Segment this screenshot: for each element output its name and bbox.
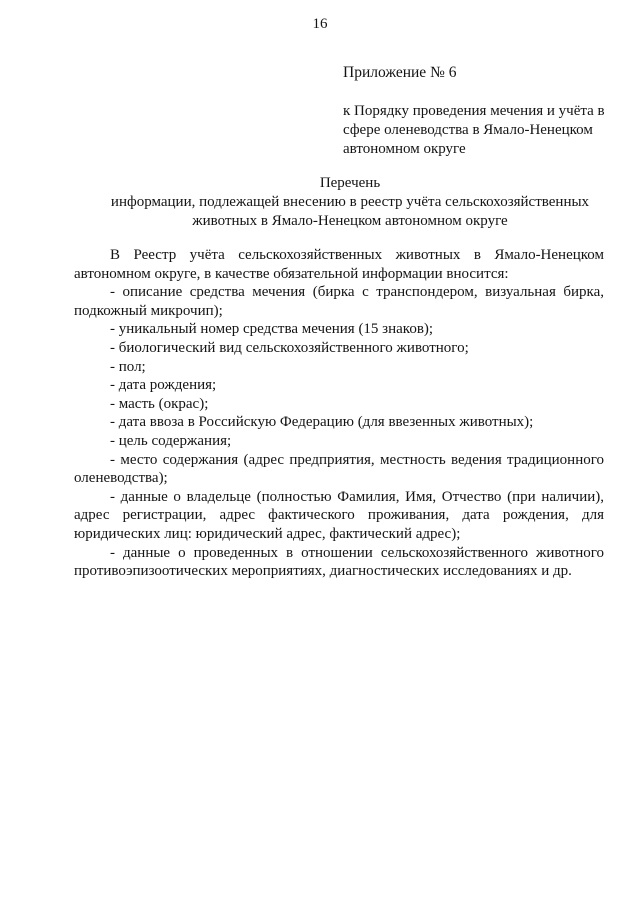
appendix-description-line: к Порядку проведения мечения и учёта в	[343, 103, 605, 119]
list-item: - дата ввоза в Российскую Федерацию (для ввезенных животных);	[110, 414, 534, 431]
list-item: - уникальный номер средства мечения (15 знаков);	[110, 321, 434, 338]
list-item: - данные о владельце (полностью Фамилия, Имя, Отчество (при наличии), адрес регистрации, адрес фактического проживания, дата рождения, для юридических лиц: юридический адрес, фактический адрес);	[74, 488, 604, 542]
intro-paragraph: В Реестр учёта сельскохозяйственных животных в Ямало-Ненецком автономном округе, в качестве обязательной информации вносится:	[74, 247, 604, 282]
page-number: 16	[312, 16, 328, 32]
appendix-title: Приложение № 6	[343, 64, 457, 81]
list-item: - место содержания (адрес предприятия, местность ведения традиционного оленеводства);	[74, 451, 604, 487]
heading-subtitle-line: информации, подлежащей внесению в реестр учёта сельскохозяйственных	[110, 194, 590, 210]
document-body	[74, 246, 604, 581]
appendix-description-line: автономном округе	[343, 141, 466, 157]
list-item: - цель содержания;	[110, 432, 232, 449]
list-item: - биологический вид сельскохозяйственного животного;	[110, 339, 469, 356]
heading-title: Перечень	[319, 175, 381, 191]
list-heading	[60, 174, 640, 231]
list-item: - данные о проведенных в отношении сельскохозяйственного животного противоэпизоотических мероприятиях, диагностических исследованиях и др.	[74, 544, 604, 580]
list-item: - описание средства мечения (бирка с транспондером, визуальная бирка, подкожный микрочип);	[74, 284, 604, 319]
list-item: - дата рождения;	[110, 377, 217, 394]
list-item: - масть (окрас);	[110, 395, 209, 412]
list-item: - пол;	[110, 358, 146, 375]
heading-subtitle-line: животных в Ямало-Ненецком автономном округе	[192, 213, 508, 229]
appendix-description	[343, 102, 628, 159]
appendix-description-line: сфере оленеводства в Ямало-Ненецком	[343, 122, 593, 138]
